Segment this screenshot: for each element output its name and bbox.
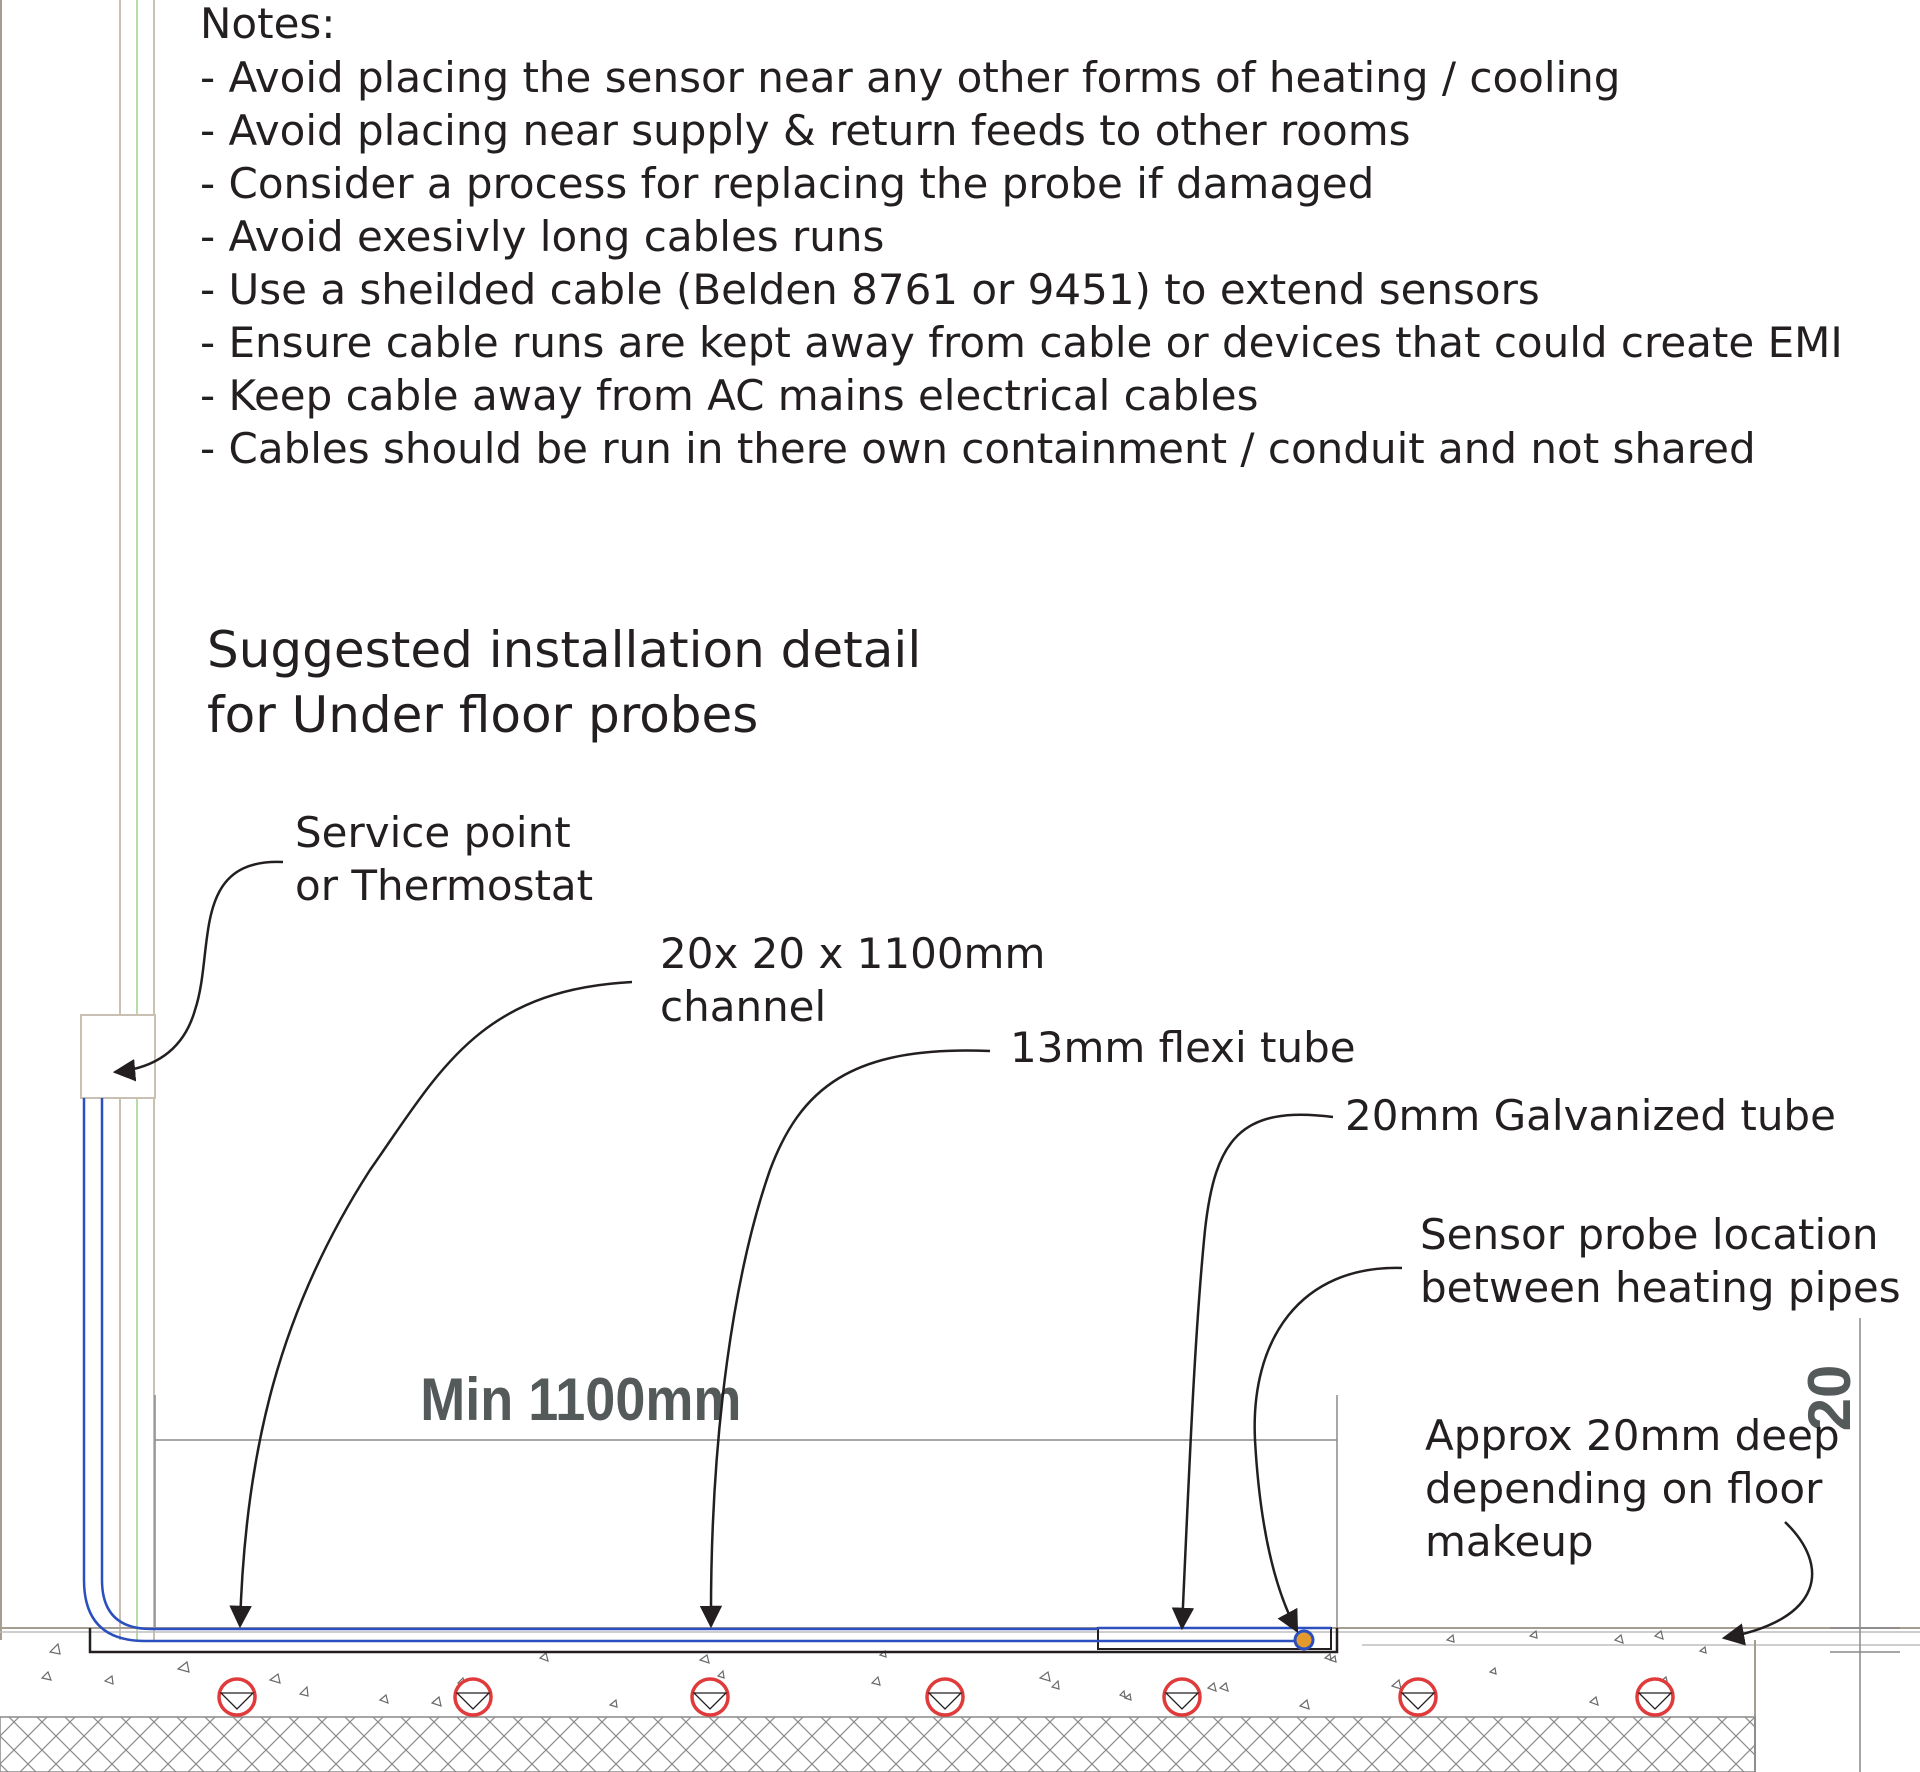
- heating-pipes: [219, 1679, 1673, 1715]
- wall: [1, 0, 154, 1640]
- min-length-label: Min 1100mm: [420, 1366, 742, 1434]
- heating-pipe: [455, 1679, 491, 1715]
- callout-channel: [240, 929, 1045, 1626]
- depth-value-label: 20: [1796, 1364, 1863, 1432]
- title-line-1: Suggested installation detail: [207, 621, 922, 679]
- service-point-label-2: or Thermostat: [295, 861, 594, 910]
- depth-label-2: depending on floor: [1425, 1464, 1823, 1513]
- sensor-probe-label-2: between heating pipes: [1420, 1263, 1901, 1312]
- depth-label-3: makeup: [1425, 1517, 1594, 1566]
- title-line-2: for Under floor probes: [207, 686, 759, 744]
- note-item: - Use a sheilded cable (Belden 8761 or 9451) to extend sensors: [200, 265, 1540, 314]
- note-item: - Cables should be run in there own containment / conduit and not shared: [200, 424, 1756, 473]
- subfloor-hatch: [0, 1717, 1755, 1772]
- note-item: - Avoid placing the sensor near any other forms of heating / cooling: [200, 53, 1621, 102]
- channel-label-2: channel: [660, 982, 827, 1031]
- note-item: - Consider a process for replacing the probe if damaged: [200, 159, 1375, 208]
- sensor-probe-icon: [1295, 1631, 1313, 1649]
- note-item: - Avoid placing near supply & return feeds to other rooms: [200, 106, 1411, 155]
- galvanized-tube-label: 20mm Galvanized tube: [1345, 1091, 1836, 1140]
- callout-depth: [1425, 1411, 1840, 1638]
- notes-heading: Notes:: [200, 0, 336, 48]
- service-point-box: [81, 1015, 155, 1098]
- heating-pipe: [1400, 1679, 1436, 1715]
- diagram-title: [207, 621, 921, 744]
- callout-flexi-tube: [711, 1023, 1356, 1626]
- length-dimension: [155, 1366, 1337, 1628]
- depth-label-1: Approx 20mm deep: [1425, 1411, 1840, 1460]
- heating-pipe: [219, 1679, 255, 1715]
- depth-dimension: [1796, 1318, 1900, 1772]
- screed-aggregate: [42, 1631, 1706, 1709]
- heating-pipe: [927, 1679, 963, 1715]
- channel-label-1: 20x 20 x 1100mm: [660, 929, 1046, 978]
- heating-pipe: [1164, 1679, 1200, 1715]
- note-item: - Keep cable away from AC mains electrical cables: [200, 371, 1259, 420]
- heating-pipe: [1637, 1679, 1673, 1715]
- note-item: - Ensure cable runs are kept away from cable or devices that could create EMI: [200, 318, 1843, 367]
- flexi-tube-label: 13mm flexi tube: [1010, 1023, 1356, 1072]
- notes-block: [200, 0, 1843, 473]
- heating-pipe: [692, 1679, 728, 1715]
- service-point-label-1: Service point: [295, 808, 571, 857]
- note-item: - Avoid exesivly long cables runs: [200, 212, 885, 261]
- sensor-probe-label-1: Sensor probe location: [1420, 1210, 1879, 1259]
- callout-service-point: [115, 808, 593, 1072]
